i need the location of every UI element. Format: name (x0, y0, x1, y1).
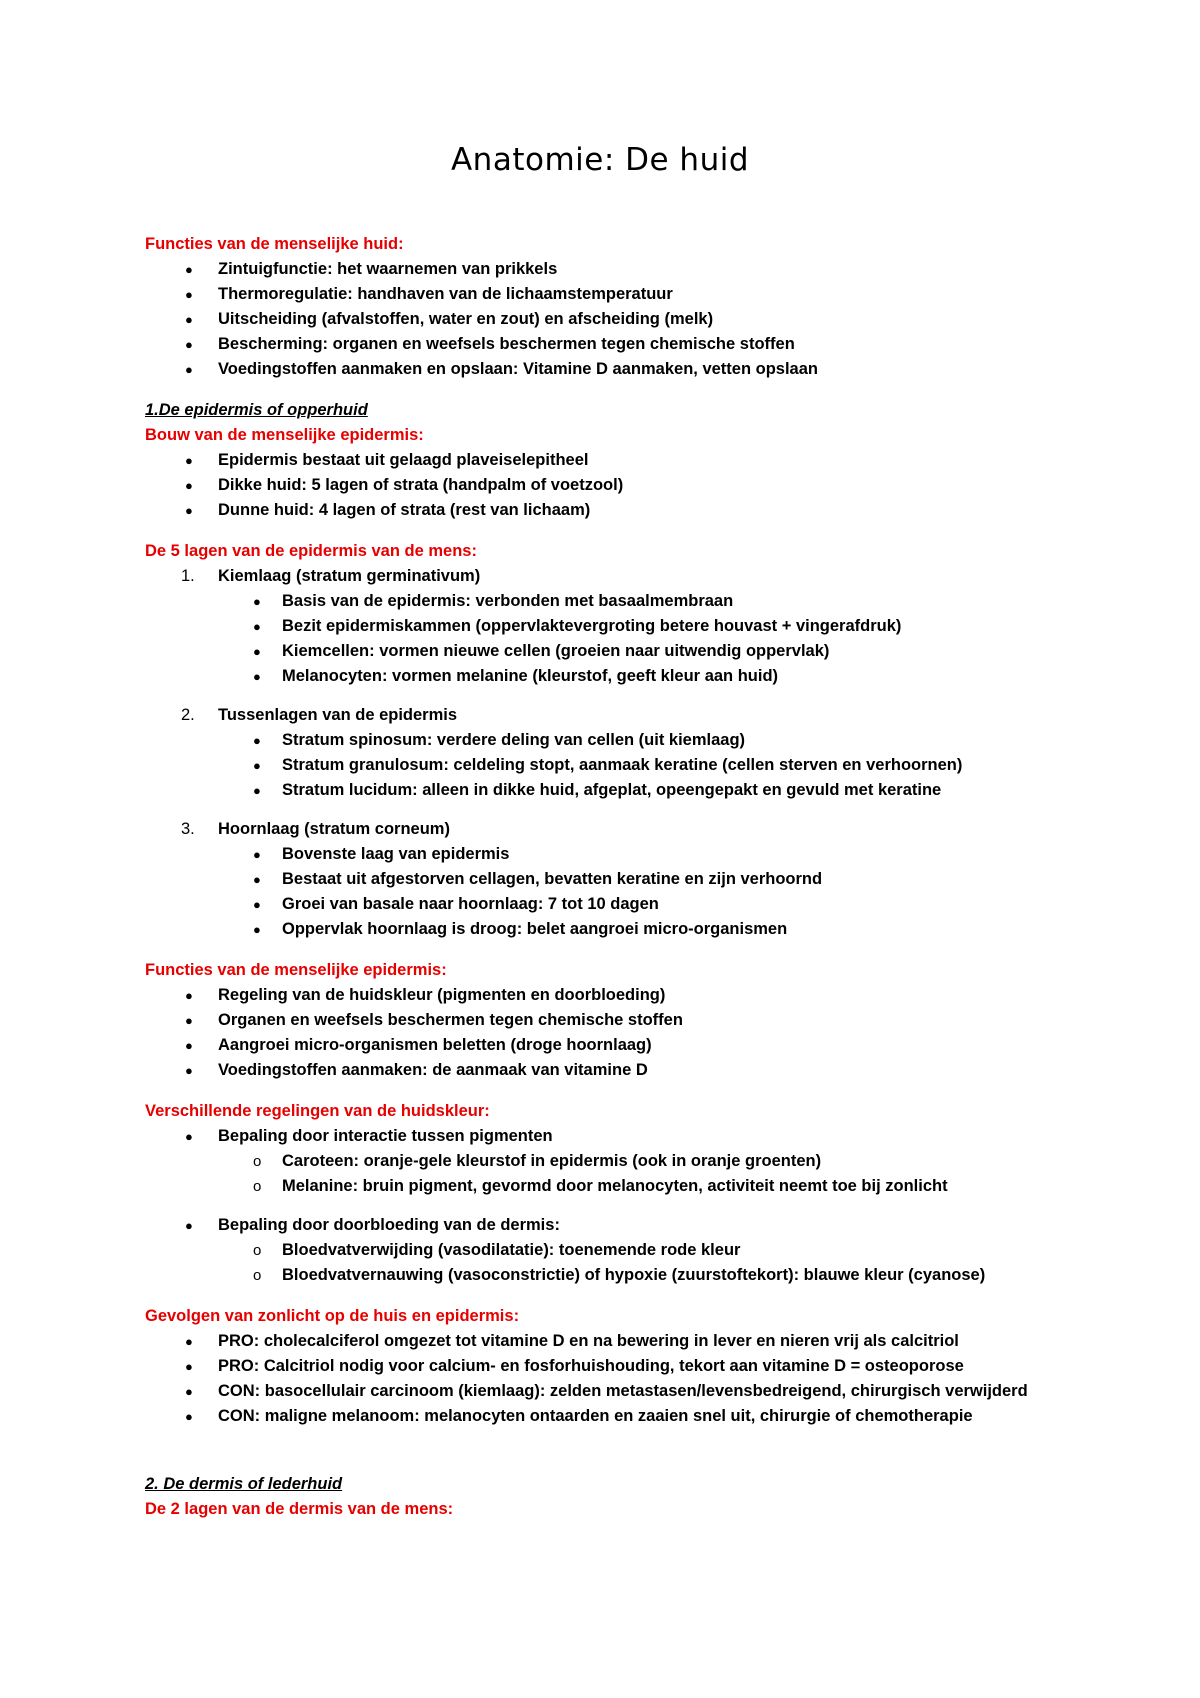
circle-bullet-icon: o (253, 1153, 262, 1170)
list-doorbloeding (145, 1238, 1075, 1288)
list-item: o Bloedvatverwijding (vasodilatatie): toenemende rode kleur (145, 1238, 1075, 1263)
list-item-doorbloeding: ● Bepaling door doorbloeding van de dermis: (145, 1213, 1075, 1238)
bullet-icon: ● (185, 1218, 193, 1233)
bullet-icon: ● (185, 1384, 193, 1399)
bullet-icon: ● (185, 503, 193, 518)
bullet-icon: ● (185, 287, 193, 302)
heading-huidskleur: Verschillende regelingen van de huidskleur: (145, 1102, 490, 1120)
list-item: ● Regeling van de huidskleur (pigmenten en doorbloeding) (145, 983, 1075, 1008)
list-item-pigmenten: ● Bepaling door interactie tussen pigmenten (145, 1124, 1075, 1149)
list-number: 2. (181, 706, 195, 724)
bullet-icon: ● (253, 594, 261, 609)
list-item-hoornlaag: 3. Hoornlaag (stratum corneum) (145, 817, 1075, 842)
list-number: 1. (181, 567, 195, 585)
bullet-icon: ● (185, 1409, 193, 1424)
list-item-tussenlagen: 2. Tussenlagen van de epidermis (145, 703, 1075, 728)
list-item: ● Bescherming: organen en weefsels beschermen tegen chemische stoffen (145, 332, 1075, 357)
list-pigmenten (145, 1149, 1075, 1199)
list-item: ● Dikke huid: 5 lagen of strata (handpalm of voetzool) (145, 473, 1075, 498)
bullet-icon: ● (253, 644, 261, 659)
list-item: ● Bovenste laag van epidermis (145, 842, 1075, 867)
bullet-icon: ● (253, 669, 261, 684)
list-tussenlagen (145, 728, 1075, 803)
list-item: ● PRO: cholecalciferol omgezet tot vitamine D en na bewering in lever en nieren vrij als calcitriol (145, 1329, 1075, 1354)
list-item: ● Thermoregulatie: handhaven van de lichaamstemperatuur (145, 282, 1075, 307)
circle-bullet-icon: o (253, 1267, 262, 1284)
list-item: ● PRO: Calcitriol nodig voor calcium- en fosforhuishouding, tekort aan vitamine D = osteoporose (145, 1354, 1075, 1379)
list-item: o Bloedvatvernauwing (vasoconstrictie) of hypoxie (zuurstoftekort): blauwe kleur (cyanose) (145, 1263, 1075, 1288)
bullet-icon: ● (185, 1038, 193, 1053)
list-hoornlaag (145, 842, 1075, 942)
bullet-icon: ● (253, 922, 261, 937)
bullet-icon: ● (253, 872, 261, 887)
list-item: ● Melanocyten: vormen melanine (kleurstof, geeft kleur aan huid) (145, 664, 1075, 689)
bullet-icon: ● (185, 1129, 193, 1144)
circle-bullet-icon: o (253, 1242, 262, 1259)
list-item: ● Voedingstoffen aanmaken: de aanmaak van vitamine D (145, 1058, 1075, 1083)
list-item: ● Zintuigfunctie: het waarnemen van prikkels (145, 257, 1075, 282)
bullet-icon: ● (253, 897, 261, 912)
list-bouw-epidermis (145, 448, 1075, 523)
list-item: ● Stratum granulosum: celdeling stopt, aanmaak keratine (cellen sterven en verhoornen) (145, 753, 1075, 778)
document-body (145, 232, 1075, 1522)
bullet-icon: ● (253, 619, 261, 634)
bullet-icon: ● (185, 1334, 193, 1349)
list-item: ● Bezit epidermiskammen (oppervlaktevergroting betere houvast + vingerafdruk) (145, 614, 1075, 639)
list-item: ● CON: basocellulair carcinoom (kiemlaag): zelden metastasen/levensbedreigend, chirurgisch verwijderd (145, 1379, 1075, 1404)
section-title-dermis: 2. De dermis of lederhuid (145, 1475, 343, 1493)
list-item: ● Aangroei micro-organismen beletten (droge hoornlaag) (145, 1033, 1075, 1058)
list-item: ● Dunne huid: 4 lagen of strata (rest van lichaam) (145, 498, 1075, 523)
heading-lagen-dermis: De 2 lagen van de dermis van de mens: (145, 1500, 454, 1518)
section-title-epidermis: 1.De epidermis of opperhuid (145, 401, 368, 419)
list-item: ● Bestaat uit afgestorven cellagen, bevatten keratine en zijn verhoornd (145, 867, 1075, 892)
bullet-icon: ● (185, 1359, 193, 1374)
heading-zonlicht: Gevolgen van zonlicht op de huis en epidermis: (145, 1307, 520, 1325)
list-item: ● Voedingstoffen aanmaken en opslaan: Vitamine D aanmaken, vetten opslaan (145, 357, 1075, 382)
list-item: ● Kiemcellen: vormen nieuwe cellen (groeien naar uitwendig oppervlak) (145, 639, 1075, 664)
list-item: o Melanine: bruin pigment, gevormd door melanocyten, activiteit neemt toe bij zonlicht (145, 1174, 1075, 1199)
bullet-icon: ● (253, 733, 261, 748)
list-kiemlaag (145, 589, 1075, 689)
list-item: o Caroteen: oranje-gele kleurstof in epidermis (ook in oranje groenten) (145, 1149, 1075, 1174)
bullet-icon: ● (253, 783, 261, 798)
bullet-icon: ● (185, 1013, 193, 1028)
page-title: Anatomie: De huid (450, 142, 750, 178)
bullet-icon: ● (185, 478, 193, 493)
list-item: ● Stratum spinosum: verdere deling van cellen (uit kiemlaag) (145, 728, 1075, 753)
bullet-icon: ● (185, 337, 193, 352)
list-zonlicht (145, 1329, 1075, 1429)
bullet-icon: ● (185, 1063, 193, 1078)
bullet-icon: ● (185, 988, 193, 1003)
circle-bullet-icon: o (253, 1178, 262, 1195)
heading-functies-huid: Functies van de menselijke huid: (145, 235, 404, 253)
list-item: ● CON: maligne melanoom: melanocyten ontaarden en zaaien snel uit, chirurgie of chemotherapie (145, 1404, 1075, 1429)
bullet-icon: ● (253, 758, 261, 773)
bullet-icon: ● (185, 453, 193, 468)
bullet-icon: ● (185, 362, 193, 377)
list-item: ● Epidermis bestaat uit gelaagd plaveiselepitheel (145, 448, 1075, 473)
bullet-icon: ● (185, 262, 193, 277)
heading-bouw-epidermis: Bouw van de menselijke epidermis: (145, 426, 424, 444)
list-item: ● Organen en weefsels beschermen tegen chemische stoffen (145, 1008, 1075, 1033)
bullet-icon: ● (253, 847, 261, 862)
heading-functies-epidermis: Functies van de menselijke epidermis: (145, 961, 447, 979)
list-functies-huid (145, 257, 1075, 382)
bullet-icon: ● (185, 312, 193, 327)
list-item: ● Oppervlak hoornlaag is droog: belet aangroei micro-organismen (145, 917, 1075, 942)
list-item: ● Groei van basale naar hoornlaag: 7 tot 10 dagen (145, 892, 1075, 917)
heading-lagen-epidermis: De 5 lagen van de epidermis van de mens: (145, 542, 477, 560)
list-item: ● Uitscheiding (afvalstoffen, water en zout) en afscheiding (melk) (145, 307, 1075, 332)
list-functies-epidermis (145, 983, 1075, 1083)
list-item: ● Stratum lucidum: alleen in dikke huid, afgeplat, opeengepakt en gevuld met keratine (145, 778, 1075, 803)
list-item: ● Basis van de epidermis: verbonden met basaalmembraan (145, 589, 1075, 614)
list-number: 3. (181, 820, 195, 838)
list-item-kiemlaag: 1. Kiemlaag (stratum germinativum) (145, 564, 1075, 589)
